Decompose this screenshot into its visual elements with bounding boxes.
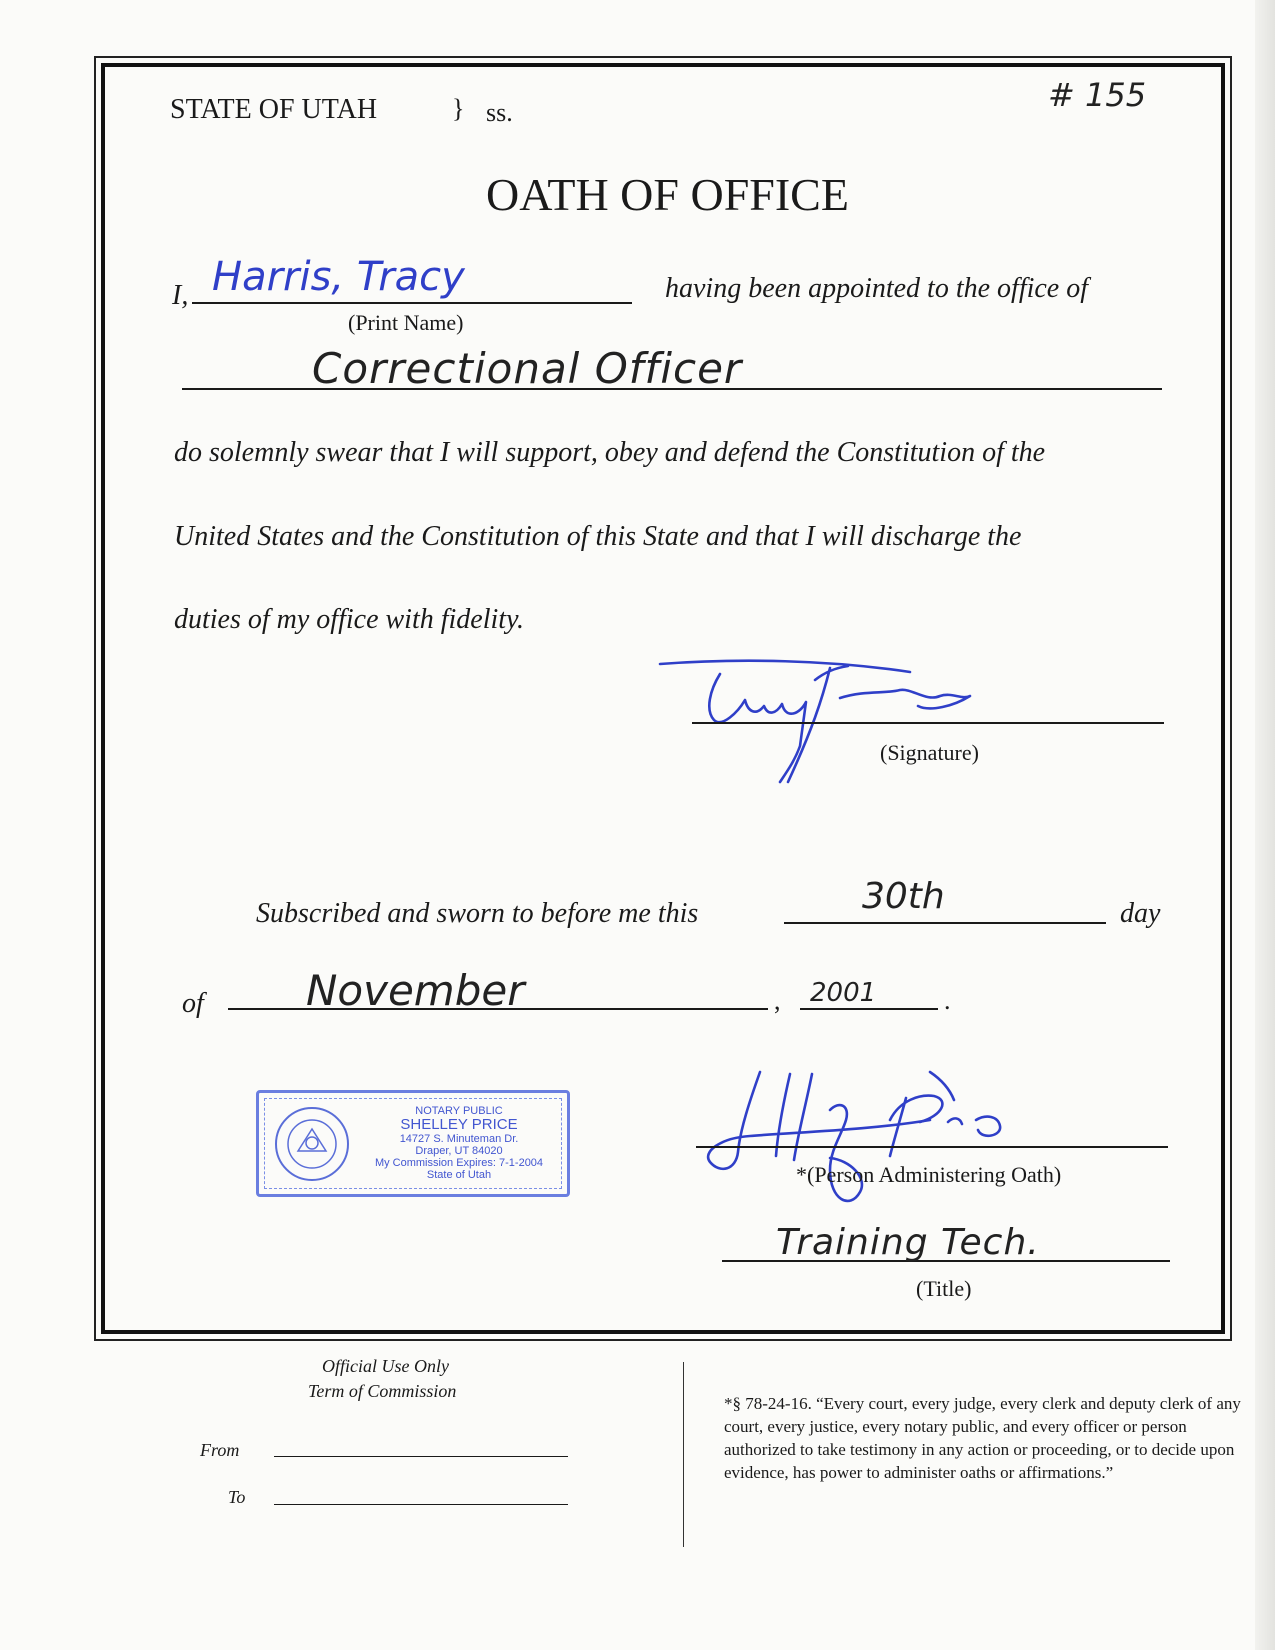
year-line bbox=[800, 1008, 938, 1010]
day-line bbox=[784, 922, 1106, 924]
day-label: day bbox=[1120, 898, 1161, 929]
name-line bbox=[192, 302, 632, 304]
footer-divider bbox=[683, 1362, 684, 1547]
page-edge bbox=[1255, 0, 1275, 1650]
stamp-line-1: NOTARY PUBLIC bbox=[415, 1105, 503, 1117]
signature-label: (Signature) bbox=[880, 740, 979, 765]
stamp-line-5: My Commission Expires: 7-1-2004 bbox=[374, 1157, 544, 1169]
subscribed-text: Subscribed and sworn to before me this bbox=[256, 898, 699, 929]
notary-stamp bbox=[256, 1090, 570, 1197]
oath-line-1: do solemnly swear that I will support, obey and defend the Constitution of the bbox=[174, 437, 1046, 468]
year-period: . bbox=[944, 986, 951, 1015]
month-comma: , bbox=[774, 986, 781, 1015]
ss-label: ss. bbox=[486, 98, 513, 127]
office-handwritten: Correctional Officer bbox=[312, 344, 743, 393]
oath-line-3: duties of my office with fidelity. bbox=[174, 604, 524, 635]
name-handwritten: Harris, Tracy bbox=[212, 254, 465, 300]
to-label: To bbox=[228, 1487, 246, 1507]
state-brace: } bbox=[452, 94, 465, 123]
stamp-line-4: Draper, UT 84020 bbox=[415, 1145, 503, 1157]
administering-label: *(Person Administering Oath) bbox=[796, 1162, 1062, 1187]
stamp-text bbox=[359, 1105, 559, 1181]
i-prefix: I, bbox=[172, 280, 189, 311]
oath-line-2: United States and the Constitution of this State and that I will discharge the bbox=[174, 521, 1022, 552]
title-label: (Title) bbox=[916, 1276, 972, 1301]
stamp-line-6: State of Utah bbox=[426, 1169, 492, 1181]
statute-text: *§ 78-24-16. “Every court, every judge, every clerk and deputy clerk of any court, every justice, every notary public, and every officer or person authorized to take testimony in any action or proceeding, or to decide upon evidence, has power to administer oaths or affirmations.” bbox=[724, 1394, 1241, 1482]
stamp-line-3: 14727 S. Minuteman Dr. bbox=[399, 1133, 519, 1145]
notary-signature bbox=[680, 1060, 1080, 1240]
year-handwritten: 2001 bbox=[810, 978, 877, 1008]
state-label: STATE OF UTAH bbox=[170, 94, 378, 125]
to-line bbox=[274, 1504, 568, 1505]
official-use-heading: Official Use Only bbox=[322, 1356, 449, 1376]
administering-line bbox=[696, 1146, 1168, 1148]
month-handwritten: November bbox=[306, 966, 525, 1015]
file-number: # 155 bbox=[1048, 76, 1147, 114]
appointed-text: having been appointed to the office of bbox=[665, 273, 1089, 304]
day-handwritten: 30th bbox=[862, 876, 945, 917]
title-handwritten: Training Tech. bbox=[776, 1222, 1040, 1263]
state-seal-icon bbox=[273, 1105, 351, 1183]
from-line bbox=[274, 1456, 568, 1457]
page-title: OATH OF OFFICE bbox=[486, 169, 849, 220]
signature-line bbox=[692, 722, 1164, 724]
term-of-commission-heading: Term of Commission bbox=[308, 1381, 457, 1401]
print-name-label: (Print Name) bbox=[348, 310, 464, 335]
stamp-line-2: SHELLEY PRICE bbox=[400, 1116, 518, 1133]
from-label: From bbox=[200, 1440, 240, 1460]
employee-signature bbox=[650, 650, 1010, 790]
of-label: of bbox=[182, 988, 204, 1019]
